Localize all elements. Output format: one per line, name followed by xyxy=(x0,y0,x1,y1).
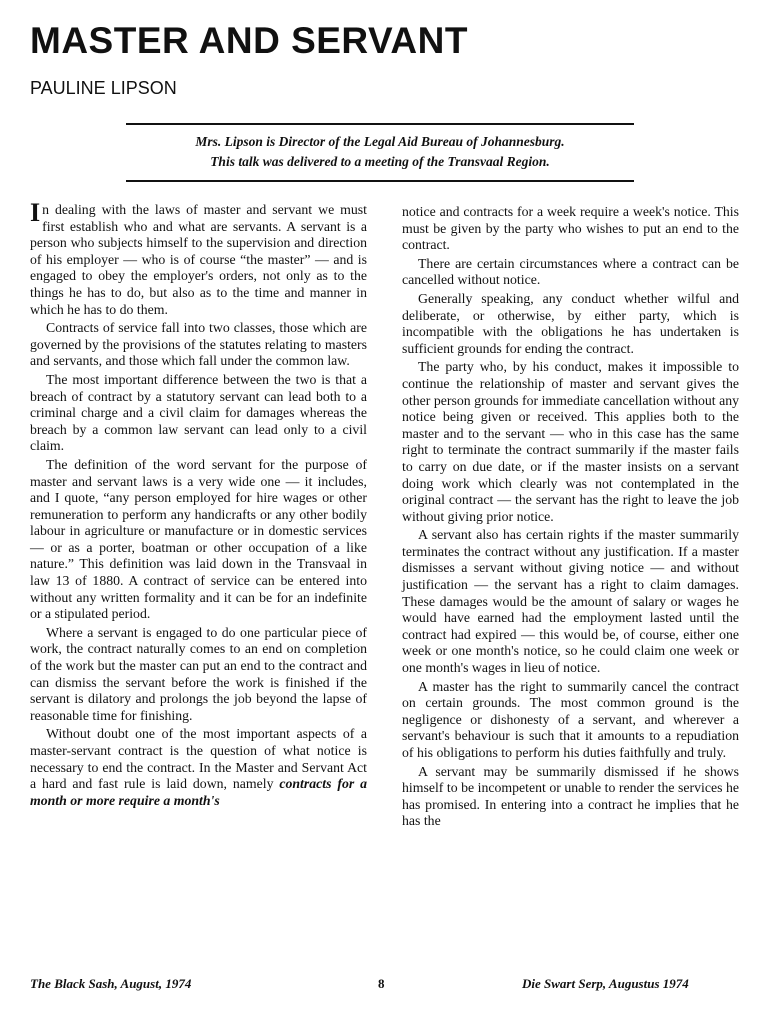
paragraph xyxy=(402,204,739,254)
paragraph: In dealing with the laws of master and servant we must first establish who and what are servants. A servant is a person who subjects himself to the supervision and direction of his employer — who is of course “the master” — and is engaged to obey the employer's orders, not only as to the things he has to do, but also as to the time and manner in which he has to do them. xyxy=(30,198,367,317)
paragraph: A servant also has certain rights if the master summarily terminates the contract without any justification. If a master dismisses a servant without giving notice — and without justification — the servant has a right to claim damages. These damages would be the amount of salary or wages he would have earned had the employment lasted until the contract had expired — this would be, of course, either one week or one month's notice, so he could claim one week or one month's wages in lieu of notice. xyxy=(402,527,739,676)
paragraph: A servant may be summarily dismissed if he shows himself to be incompetent or unable to render the services he has promised. In entering into a contract he implies that he has the xyxy=(402,763,739,829)
intro-line-2: This talk was delivered to a meeting of the Transvaal Region. xyxy=(210,154,550,169)
paragraph: The party who, by his conduct, makes it impossible to continue the relationship of master and servant gives the other person grounds for immediate cancellation without any notice being given or received. This applies both to the master and to the servant — who in this case has the same right to terminate the contract summarily if the master fails to carry on due date, or if the master insists on a servant doing work which clearly was not contemplated in the original contract — the servant has the right to leave the job without giving prior notice. xyxy=(402,359,739,524)
paragraph: Contracts of service fall into two classes, those which are governed by the provisions of the statutes relating to masters and servants, and those which fall under the common law. xyxy=(30,320,367,369)
paragraph-text: notice and contracts for a week require a week's notice. This must be given by the party who wishes to put an end to the contract. xyxy=(402,204,739,253)
article-author: PAULINE LIPSON xyxy=(30,78,177,98)
paragraph: The most important difference between the two is that a breach of contract by a statutory servant can lead both to a criminal charge and a civil claim for damages whereas the breach by a common law servant can lead only to a civil claim. xyxy=(30,371,367,454)
intro-line-1: Mrs. Lipson is Director of the Legal Aid Bureau of Johannesburg. xyxy=(195,134,565,149)
paragraph xyxy=(30,726,367,809)
paragraph: Where a servant is engaged to do one particular piece of work, the contract naturally comes to an end on completion of the work but the master can put an end to the contract and can dismiss the servant before the work is finished if the servant is dilatory and prolongs the job beyond the lapse of reasonable time for finishing. xyxy=(30,624,367,723)
paragraph: There are certain circumstances where a contract can be cancelled without notice. xyxy=(402,255,739,288)
paragraph: Generally speaking, any conduct whether wilful and deliberate, or otherwise, by either party, which is incompatible with the obligations he has undertaken is sufficient grounds for ending the contract. xyxy=(402,290,739,356)
footer-publication-afrikaans: Die Swart Serp, Augustus 1974 xyxy=(522,976,689,991)
paragraph-text: Without doubt one of the most important aspects of a master-servant contract is the question of what notice is necessary to end the contract. In the Master and Servant Act a hard and fast rule is laid down, namely xyxy=(30,726,367,792)
paragraph: The definition of the word servant for the purpose of master and servant laws is a very wide one — it includes, and I quote, “any person employed for hire wages or other remuneration to perform any handicrafts or any other bodily labour in agriculture or manufacture or in domestic services — or as a porter, boatman or other occupation of a like nature.” This definition was laid down in the Transvaal in law 13 of 1880. A contract of service can be entered into without any written formality and it can be for an indefinite or a stipulated period. xyxy=(30,456,367,622)
article-intro xyxy=(126,123,634,182)
paragraph-emphasis: contracts for a month or more require a month's xyxy=(30,776,367,808)
footer-publication: The Black Sash, August, 1974 xyxy=(30,976,192,991)
footer-page-number: 8 xyxy=(378,976,385,991)
paragraph: A master has the right to summarily cancel the contract on certain grounds. The most common ground is the negligence or dishonesty of a servant, and wherever a servant's behaviour is such that it amounts to a repudiation of his obligations to perform his duties faithfully and truly. xyxy=(402,678,739,760)
left-column xyxy=(30,198,367,811)
right-column xyxy=(402,204,739,832)
article-title: MASTER AND SERVANT xyxy=(30,20,468,61)
